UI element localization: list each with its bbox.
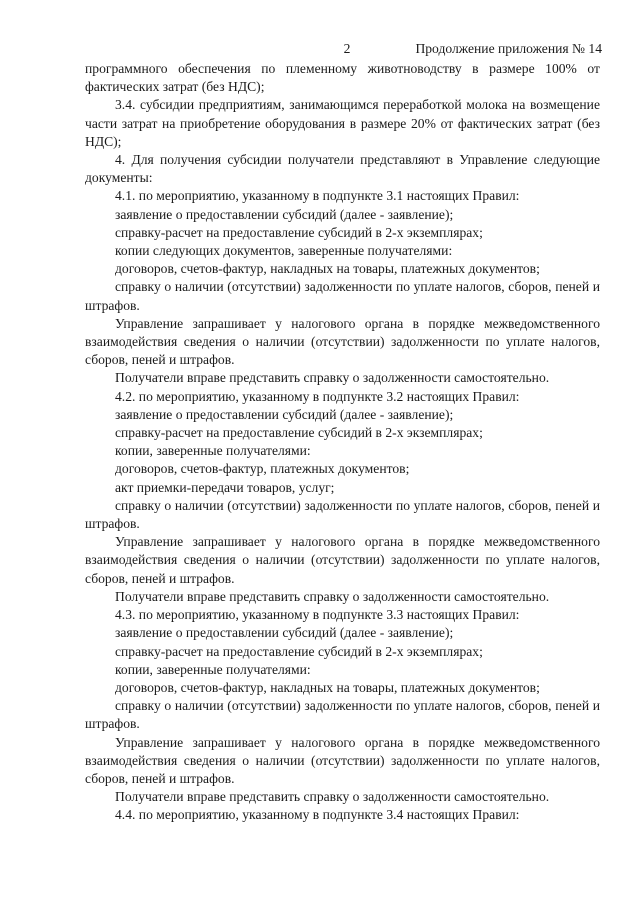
paragraph-4: 4. Для получения субсидии получатели представляют в Управление следующие документы: [85,152,600,186]
list-item: справку о наличии (отсутствии) задолженности по уплате налогов, сборов, пеней и штрафов. [85,497,600,532]
list-item: справку о наличии (отсутствии) задолженности по уплате налогов, сборов, пеней и штрафов. [85,279,600,313]
paragraph-4-2: 4.2. по мероприятию, указанному в подпункте 3.2 настоящих Правил: [115,388,520,404]
list-item: заявление о предоставлении субсидий (далее - заявление); [115,406,454,422]
header-title: Продолжение приложения № 14 [415,41,602,56]
paragraph-recipients: Получатели вправе представить справку о задолженности самостоятельно. [115,789,550,805]
list-item: заявление о предоставлении субсидий (далее - заявление); [115,625,454,641]
list-item: копии, заверенные получателями: [115,661,311,677]
paragraph-recipients: Получатели вправе представить справку о задолженности самостоятельно. [115,588,550,604]
list-item: акт приемки-передачи товаров, услуг; [115,479,335,495]
list-item: справку-расчет на предоставление субсидий в 2-х экземплярах; [115,643,483,659]
list-item: договоров, счетов-фактур, платежных документов; [115,461,410,477]
list-item: договоров, счетов-фактур, накладных на товары, платежных документов; [115,679,540,695]
paragraph-recipients: Получатели вправе представить справку о задолженности самостоятельно. [115,370,550,386]
paragraph-4-3: 4.3. по мероприятию, указанному в подпункте 3.3 настоящих Правил: [115,607,520,623]
list-item: копии следующих документов, заверенные получателями: [115,243,453,259]
paragraph-0: программного обеспечения по племенному животноводству в размере 100% от фактических затрат (без НДС); [85,61,600,95]
list-item: заявление о предоставлении субсидий (далее - заявление); [115,206,454,222]
paragraph-request: Управление запрашивает у налогового органа в порядке межведомственного взаимодействия сведения о наличии (отсутствии) задолженности по уплате налогов, сборов, пеней и штрафов. [85,734,600,786]
paragraph-request: Управление запрашивает у налогового органа в порядке межведомственного взаимодействия сведения о наличии (отсутствии) задолженности по уплате налогов, сборов, пеней и штрафов. [85,534,600,586]
paragraph-3-4: 3.4. субсидии предприятиям, занимающимся переработкой молока на возмещение части затрат на приобретение оборудования в размере 20% от фактических затрат (без НДС); [85,97,600,149]
list-item: копии, заверенные получателями: [115,443,311,459]
paragraph-4-1: 4.1. по мероприятию, указанному в подпункте 3.1 настоящих Правил: [115,188,520,204]
list-item: справку о наличии (отсутствии) задолженности по уплате налогов, сборов, пеней и штрафов. [85,698,600,732]
page-number: 2 [343,41,351,56]
document-body [85,60,600,825]
list-item: справку-расчет на предоставление субсидий в 2-х экземплярах; [115,425,483,441]
paragraph-4-4: 4.4. по мероприятию, указанному в подпункте 3.4 настоящих Правил: [115,807,520,823]
list-item: договоров, счетов-фактур, накладных на товары, платежных документов; [115,261,540,277]
list-item: справку-расчет на предоставление субсидий в 2-х экземплярах; [115,224,483,240]
paragraph-request: Управление запрашивает у налогового органа в порядке межведомственного взаимодействия сведения о наличии (отсутствии) задолженности по уплате налогов, сборов, пеней и штрафов. [85,315,600,368]
